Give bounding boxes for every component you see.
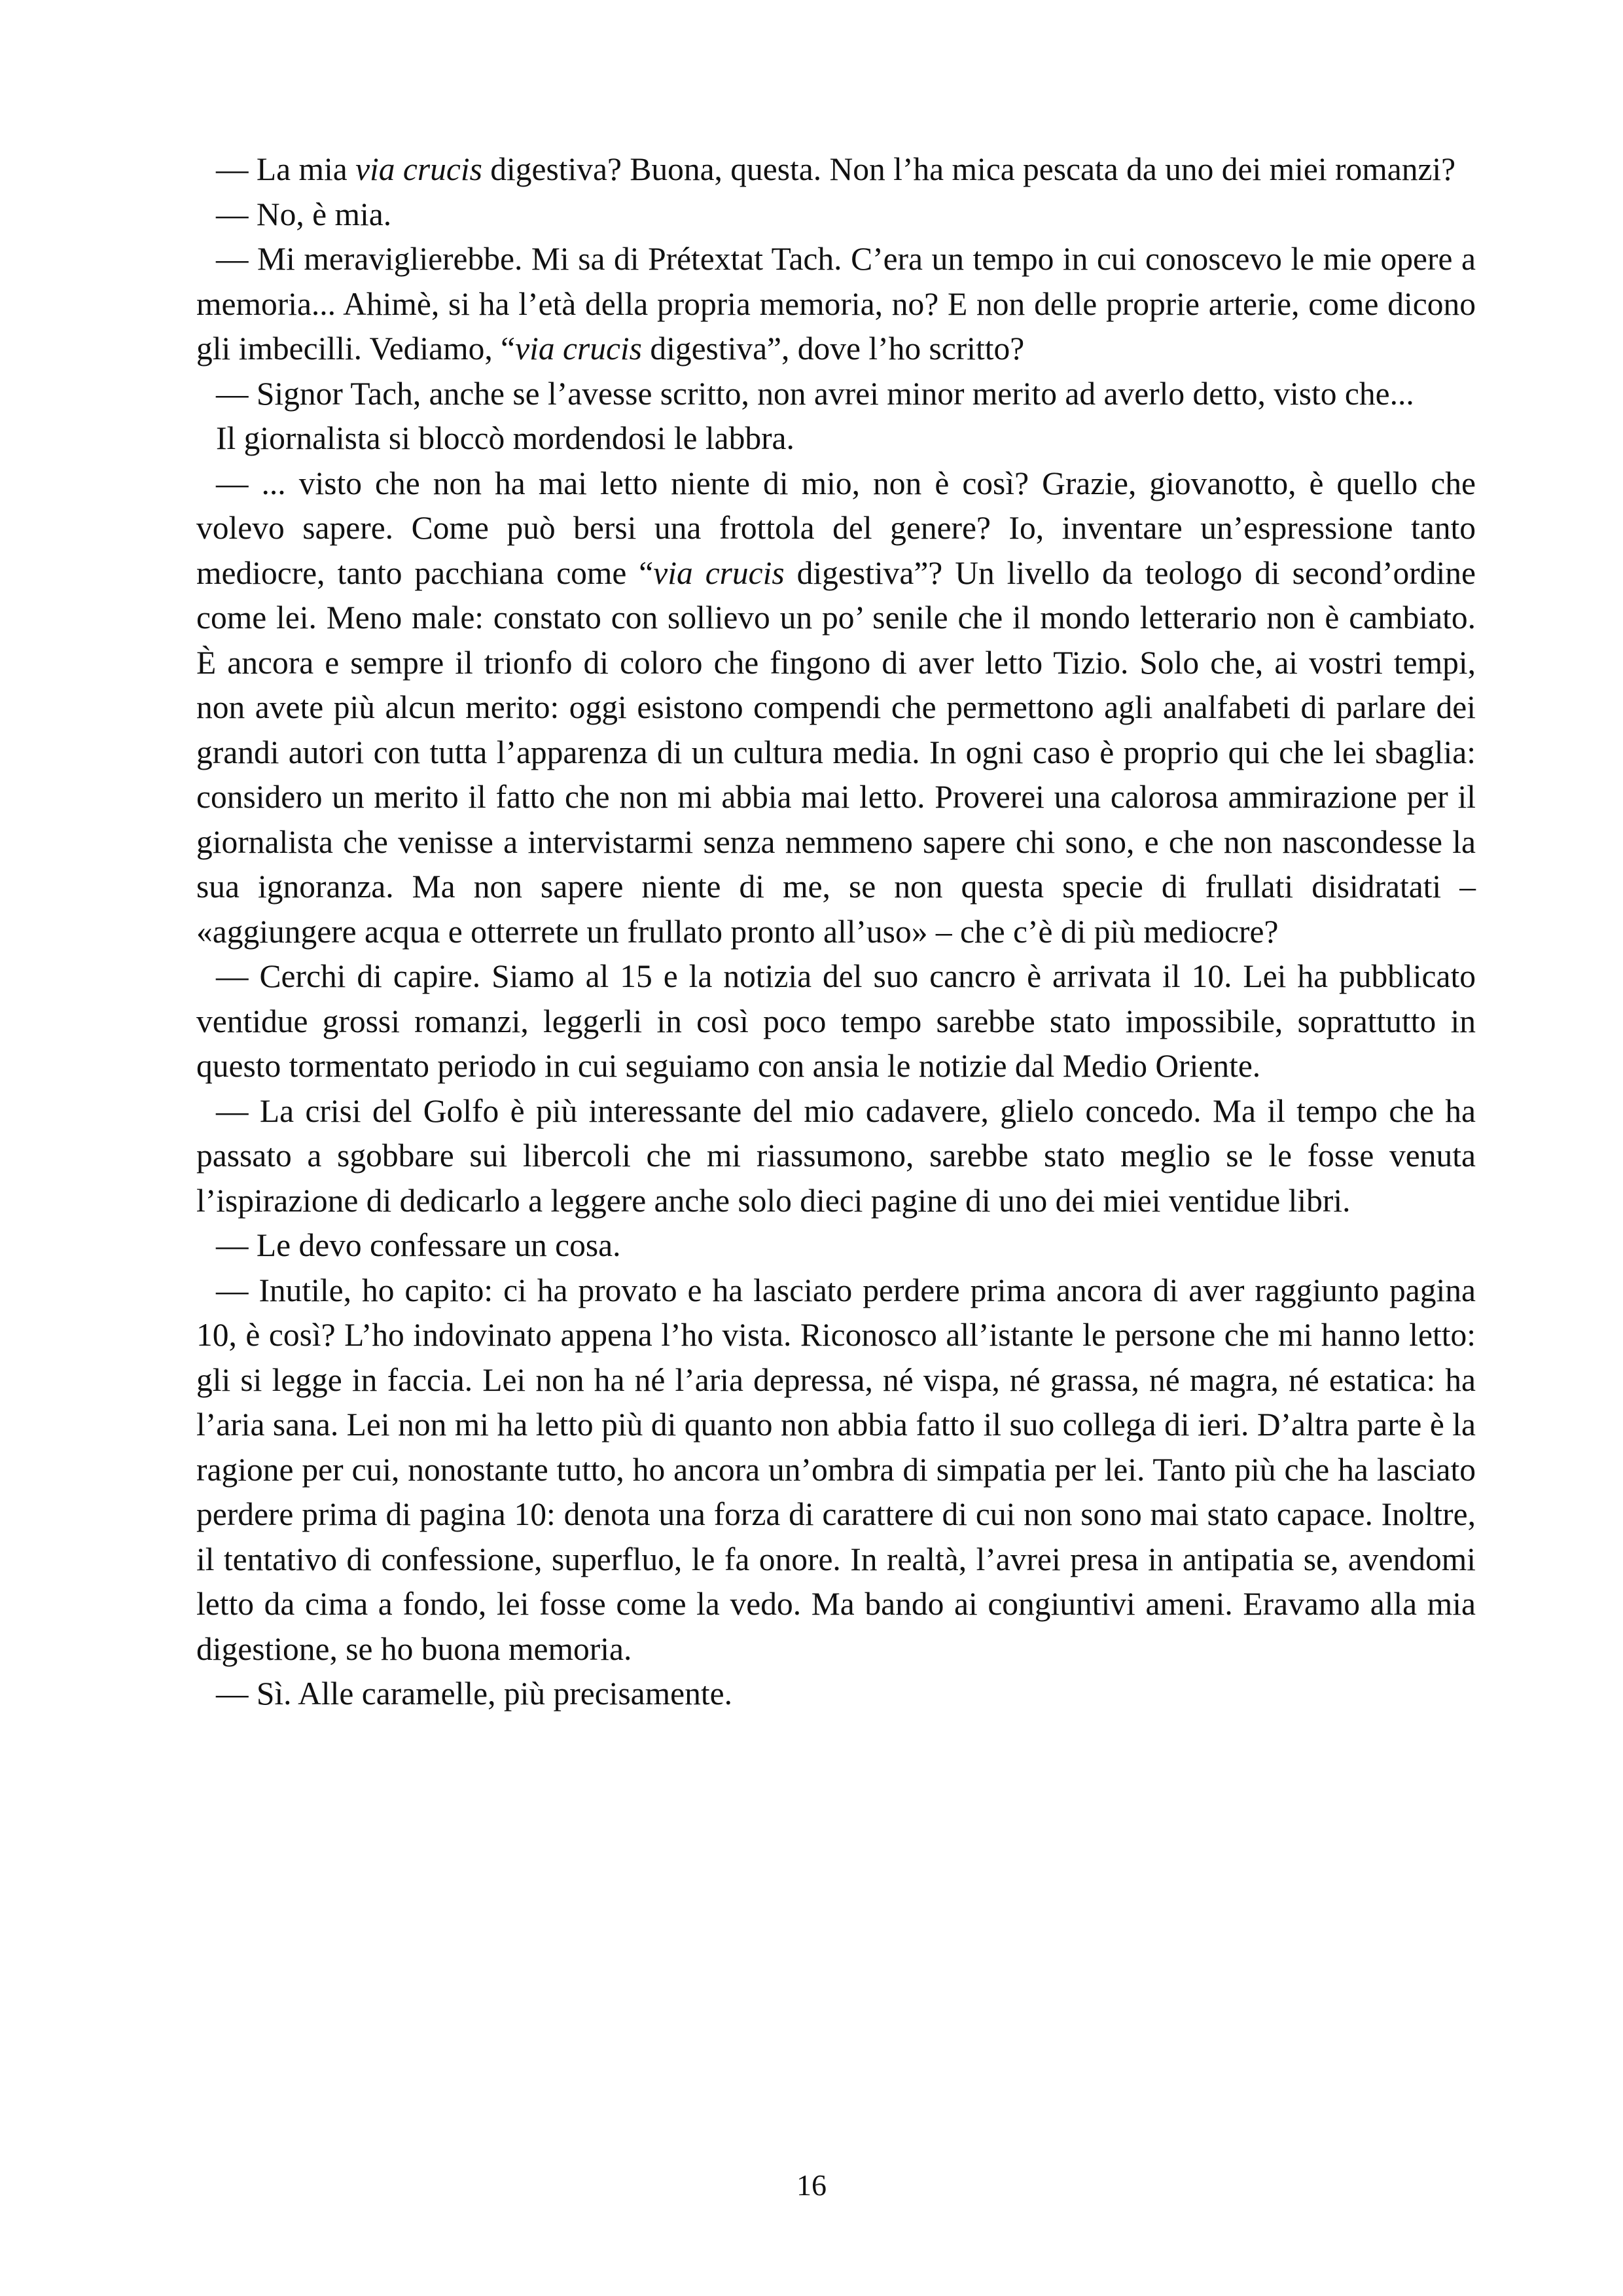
paragraph [196, 147, 1476, 192]
paragraph [196, 954, 1476, 1089]
paragraph [196, 1089, 1476, 1224]
italic-text: via crucis [355, 151, 482, 187]
paragraph [196, 1268, 1476, 1672]
text-run: — Cerchi di capire. Siamo al 15 e la notizia del suo cancro è arrivata il 10. Lei ha pubblicato ventidue grossi romanzi, leggerli in così poco tempo sarebbe stato impossibile, soprattutto in questo tormentato periodo in cui seguiamo con ansia le notizie dal Medio Oriente. [196, 958, 1476, 1084]
text-run: digestiva”? Un livello da teologo di second’ordine come lei. Meno male: constato con sollievo un po’ senile che il mondo letterario non è cambiato. È ancora e sempre il trionfo di coloro che fingono di aver letto Tizio. Solo che, ai vostri tempi, non avete più alcun merito: oggi esistono compendi che permettono agli analfabeti di parlare dei grandi autori con tutta l’apparenza di un cultura media. In ogni caso è proprio qui che lei sbaglia: considero un merito il fatto che non mi abbia mai letto. Proverei una calorosa ammirazione per il giornalista che venisse a intervistarmi senza nemmeno sapere chi sono, e che non nascondesse la sua ignoranza. Ma non sapere niente di me, se non questa specie di frullati disidratati – «aggiungere acqua e otterrete un frullato pronto all’uso» – che c’è di più mediocre? [196, 554, 1476, 950]
paragraph [196, 237, 1476, 372]
text-run: — ... visto che non ha mai letto niente di mio, non è così? Grazie, giovanotto, è quello che volevo sapere. Come può bersi una frottola del genere? Io, inventare un’espressione tanto mediocre, tanto pacchiana come “ [196, 465, 1476, 591]
text-run: — Le devo confessare un cosa. [216, 1227, 621, 1263]
text-run: — La mia [216, 151, 356, 187]
italic-text: via crucis [515, 331, 642, 367]
text-run: — Inutile, ho capito: ci ha provato e ha lasciato perdere prima ancora di aver raggiunto pagina 10, è così? L’ho indovinato appena l’ho vista. Riconosco all’istante le persone che mi hanno letto: gli si legge in faccia. Lei non ha né l’aria depressa, né vispa, né grassa, né magra, né estatica: ha l’aria sana. Lei non mi ha letto più di quanto non abbia fatto il suo collega di ieri. D’altra parte è la ragione per cui, nonostante tutto, ho ancora un’ombra di simpatia per lei. Tanto più che ha lasciato perdere prima di pagina 10: denota una forza di carattere di cui non sono mai stato capace. Inoltre, il tentativo di confessione, superfluo, le fa onore. In realtà, l’avrei presa in antipatia se, avendomi letto da cima a fondo, lei fosse come la vedo. Ma bando ai congiuntivi ameni. Eravamo alla mia digestione, se ho buona memoria. [196, 1272, 1476, 1667]
text-run: digestiva”, dove l’ho scritto? [641, 331, 1025, 367]
text-run: — Signor Tach, anche se l’avesse scritto, non avrei minor merito ad averlo detto, visto che... [216, 375, 1414, 412]
paragraph [196, 416, 1476, 461]
text-run: digestiva? Buona, questa. Non l’ha mica pescata da uno dei miei romanzi? [482, 151, 1456, 187]
paragraph [196, 192, 1476, 238]
paragraph [196, 1672, 1476, 1717]
body-text [196, 147, 1476, 1717]
paragraph [196, 461, 1476, 955]
italic-text: via crucis [653, 554, 785, 591]
text-run: — Mi meraviglierebbe. Mi sa di Prétextat Tach. C’era un tempo in cui conoscevo le mie opere a memoria... Ahimè, si ha l’età della propria memoria, no? E non delle proprie arterie, come dicono gli imbecilli. Vediamo, “ [196, 241, 1476, 367]
paragraph [196, 1223, 1476, 1268]
text-run: — No, è mia. [216, 196, 392, 232]
text-run: — Sì. Alle caramelle, più precisamente. [216, 1676, 732, 1712]
text-run: Il giornalista si bloccò mordendosi le labbra. [216, 420, 794, 456]
paragraph [196, 372, 1476, 417]
page-number: 16 [796, 2168, 827, 2202]
text-run: — La crisi del Golfo è più interessante del mio cadavere, glielo concedo. Ma il tempo che ha passato a sgobbare sui libercoli che mi riassumono, sarebbe stato meglio se le fosse venuta l’ispirazione di dedicarlo a leggere anche solo dieci pagine di uno dei miei ventidue libri. [196, 1092, 1476, 1219]
